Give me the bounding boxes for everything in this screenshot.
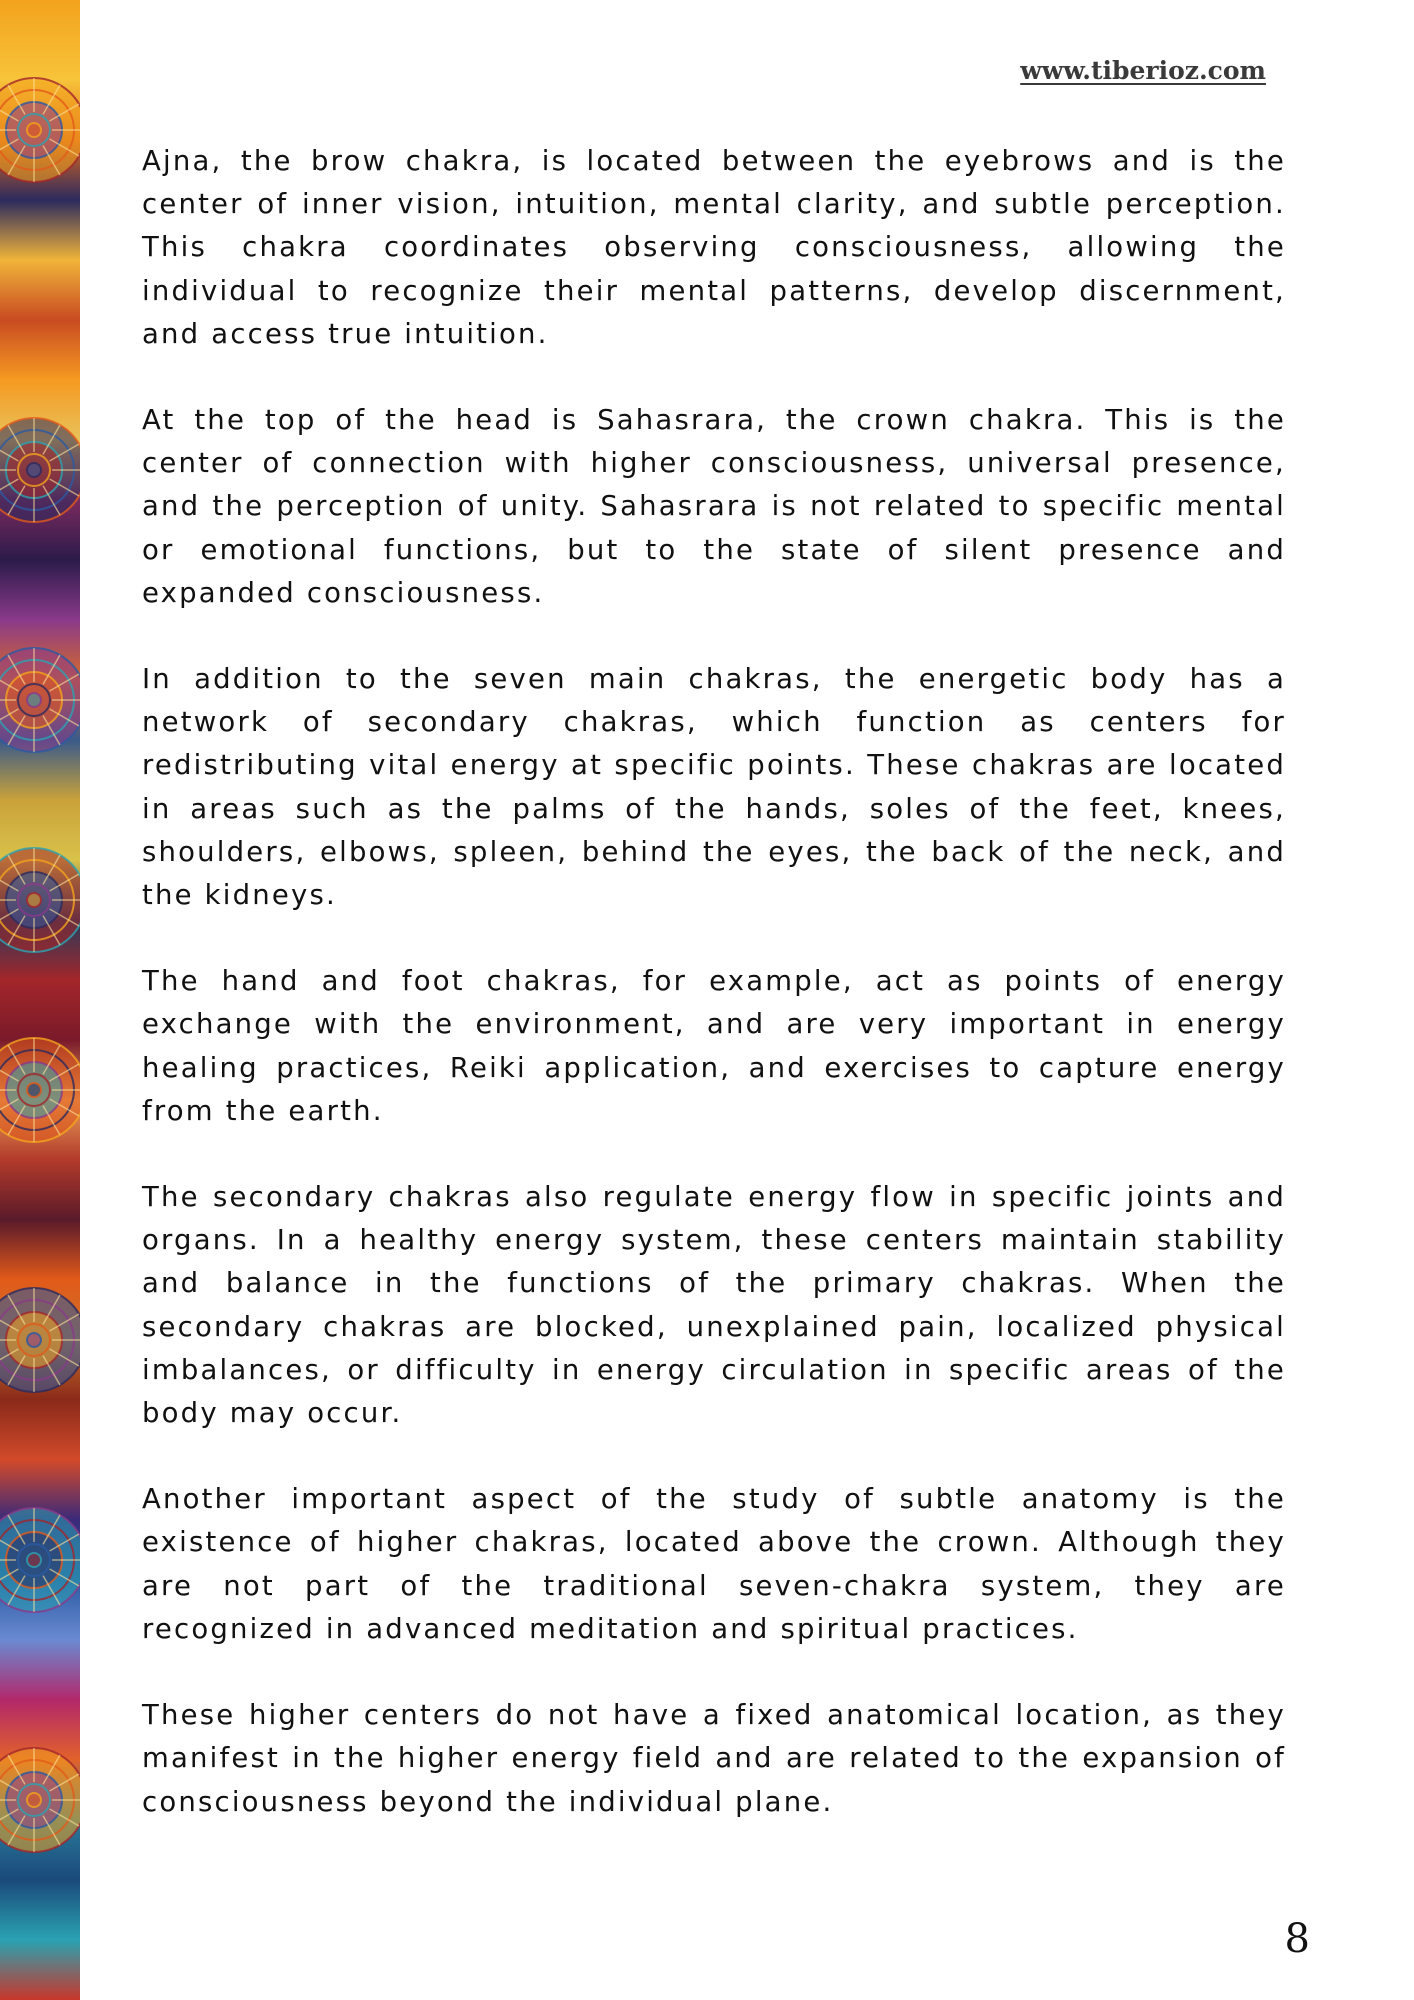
page-number: 8 — [1284, 1916, 1310, 1962]
paragraph-sahasrara: At the top of the head is Sahasrara, the crown chakra. This is the center of connection with higher consciousness, universal presence, and the perception of unity. Sahasrara is not related to specific mental or emotional functions, but to the state of silent presence and expanded consciousness. — [142, 404, 1286, 609]
website-url[interactable]: www.tiberioz.com — [1020, 56, 1266, 85]
mandala-strip-icon — [0, 0, 80, 2000]
mandala-icon — [0, 1288, 80, 1392]
mandala-icon — [0, 418, 80, 522]
mandala-icon — [0, 78, 80, 182]
mandala-strip-graphic — [0, 0, 80, 2000]
paragraph-higher-chakras: Another important aspect of the study of subtle anatomy is the existence of higher chakras, located above the crown. Although they are not part of the traditional seven-chakra system, they are recognized in advanced meditation and spiritual practices. — [142, 1483, 1286, 1645]
mandala-icon — [0, 648, 80, 752]
paragraph-ajna: Ajna, the brow chakra, is located between the eyebrows and is the center of inner vision, intuition, mental clarity, and subtle perception. This chakra coordinates observing consciousness, allowing the individual to recognize their mental patterns, develop discernment, and access true intuition. — [142, 145, 1286, 350]
body-text — [142, 140, 1286, 1867]
mandala-icon — [0, 848, 80, 952]
paragraph-hand-foot-chakras: The hand and foot chakras, for example, act as points of energy exchange with the environment, and are very important in energy healing practices, Reiki application, and exercises to capture energy from the earth. — [142, 965, 1286, 1127]
mandala-icon — [0, 1508, 80, 1612]
paragraph-energy-flow: The secondary chakras also regulate energy flow in specific joints and organs. In a healthy energy system, these centers maintain stability and balance in the functions of the primary chakras. When the secondary chakras are blocked, unexplained pain, localized physical imbalances, or difficulty in energy circulation in specific areas of the body may occur. — [142, 1181, 1286, 1430]
mandala-icon — [0, 1038, 80, 1142]
mandala-icon — [0, 1748, 80, 1852]
paragraph-higher-centers: These higher centers do not have a fixed anatomical location, as they manifest in the higher energy field and are related to the expansion of consciousness beyond the individual plane. — [142, 1699, 1286, 1818]
paragraph-secondary-chakras: In addition to the seven main chakras, the energetic body has a network of secondary chakras, which function as centers for redistributing vital energy at specific points. These chakras are located in areas such as the palms of the hands, soles of the feet, knees, shoulders, elbows, spleen, behind the eyes, the back of the neck, and the kidneys. — [142, 663, 1286, 912]
